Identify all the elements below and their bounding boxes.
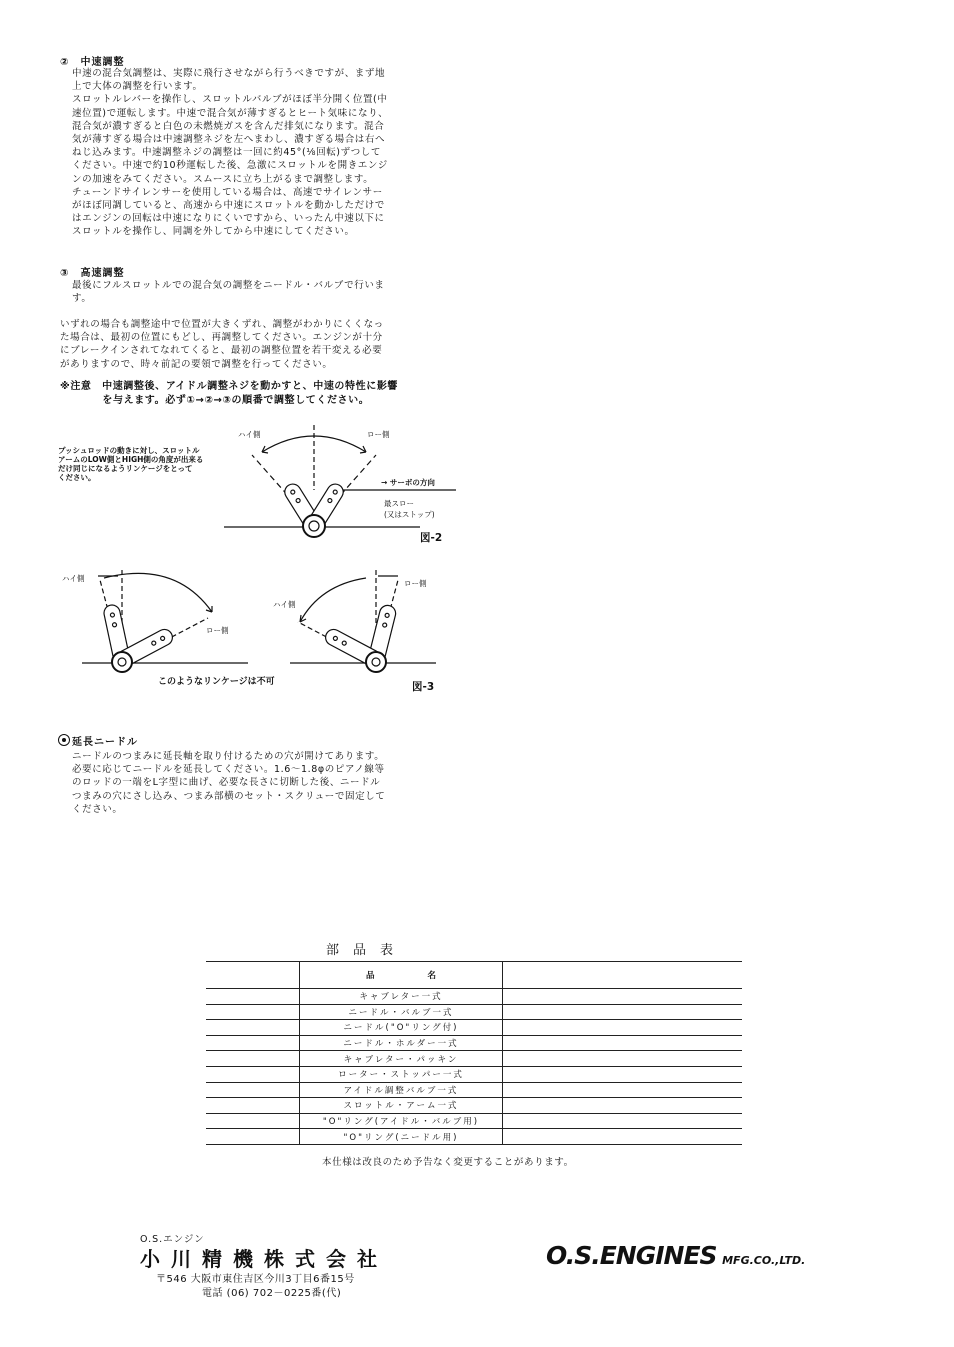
- fig2-caption: 図-2: [420, 532, 443, 544]
- parts-table-row: [206, 1035, 742, 1051]
- general-line: にブレークインされてなれてくると、最初の調整位置を若干変える必要: [60, 345, 383, 357]
- brand-small: O.S.エンジン: [140, 1234, 205, 1245]
- parts-table-row: [206, 1082, 742, 1098]
- fig2-note-line: だけ同じになるようリンケージをとって: [58, 464, 193, 473]
- extension-body: [72, 750, 385, 816]
- section3-line: 最後にフルスロットルでの混合気の調整をニードル・バルブで行いま: [72, 280, 385, 291]
- fig2-note-line: アームのLOW側とHIGH側の角度が出来る: [58, 455, 204, 464]
- general-line: がありますので、時々前記の要領で調整を行ってください。: [60, 358, 333, 370]
- parts-table-row: [206, 1004, 742, 1020]
- section2-line: 気が薄すぎる場合は中速調整ネジを左へまわし、濃すぎる場合は右へ: [72, 134, 386, 146]
- fig3-invalid-note: このようなリンケージは不可: [158, 677, 275, 687]
- part-name: ニードル・バルブ一式: [300, 1004, 503, 1020]
- parts-table-row: [206, 1129, 742, 1145]
- section2-line: チューンドサイレンサーを使用している場合は、高速でサイレンサー: [72, 186, 383, 198]
- fig3-left-drawing: [82, 570, 248, 672]
- fig3-right-high-label: ハイ側: [273, 600, 296, 609]
- fig2-stop-label: (又はストップ): [384, 510, 435, 519]
- part-name: キャブレター一式: [300, 989, 503, 1005]
- fig2-note-line: プッシュロッドの動きに対し、スロットル: [58, 446, 200, 455]
- parts-table-row: [206, 1051, 742, 1067]
- parts-table-row: [206, 989, 742, 1005]
- extension-line: ニードルのつまみに延長軸を取り付けるための穴が開けてあります。: [72, 751, 385, 762]
- company-address: 〒546 大阪市東住吉区今川3丁目6番15号: [156, 1274, 355, 1285]
- fig2-hub: [303, 515, 325, 537]
- caution-line: ※注意 中速調整後、アイドル調整ネジを動かすと、中速の特性に影響: [60, 381, 399, 392]
- parts-table-row: [206, 1098, 742, 1114]
- company-phone: 電話 (06) 702－0225番(代): [202, 1288, 342, 1299]
- part-name: "O"リング(アイドル・バルブ用): [300, 1113, 503, 1129]
- fig3-left-high-label: ハイ側: [62, 574, 85, 583]
- fig3-left-low-label: ロー側: [206, 626, 229, 635]
- part-name: ニードル・ホルダー一式: [300, 1035, 503, 1051]
- section2-line: はエンジンの回転は中速になりにくいですから、いったん中速以下に: [72, 213, 385, 225]
- general-line: いずれの場合も調整途中で位置が大きくずれ、調整がわかりにくくなっ: [60, 319, 384, 330]
- fig2-servo-label: → サーボの方向: [381, 478, 435, 487]
- fig3-caption: 図-3: [412, 681, 435, 693]
- fig2-high-label: ハイ側: [238, 430, 261, 439]
- extension-heading-row: [58, 733, 138, 748]
- parts-table-header-row: [206, 962, 742, 989]
- general-line: た場合は、最初の位置にもどし、再調整してください。エンジンが十分: [60, 332, 383, 344]
- extension-heading: 延長ニードル: [72, 737, 138, 748]
- section2-line: ください。中速で約10秒運転した後、急激にスロットルを開きエンジ: [72, 160, 388, 172]
- section2-line: ねじ込みます。中速調整ネジの調整は一回に約45°(⅛回転)ずつして: [72, 147, 381, 159]
- part-name: アイドル調整バルブ一式: [300, 1082, 503, 1098]
- caution-line: を与えます。必ず①→②→③の順番で調整してください。: [60, 395, 370, 406]
- parts-table-row: [206, 1020, 742, 1036]
- extension-line: ください。: [72, 803, 123, 815]
- parts-table-title: 部品表: [326, 943, 408, 958]
- fig3-right-low-label: ロー側: [404, 579, 427, 588]
- section2-line: スロットルを操作し、同調を外してから中速にしてください。: [72, 226, 355, 238]
- extension-line: のロッドの一端をL字型に曲げ、必要な長さに切断した後、ニードル: [72, 777, 381, 789]
- part-name: ニードル("O"リング付): [300, 1020, 503, 1036]
- section2-heading: ② 中速調整: [60, 57, 125, 68]
- section3-heading: ③ 高速調整: [60, 268, 125, 279]
- section2-line: 速位置)で運転します。中速で混合気が薄すぎるとヒート気味になり、: [72, 107, 389, 119]
- company-name: 小川精機株式会社: [140, 1247, 388, 1271]
- parts-table-header: 品 名: [300, 962, 503, 989]
- section2-line: がほぼ同調していると、高速から中速にスロットルを動かしただけで: [72, 200, 385, 212]
- extension-line: 必要に応じてニードルを延長してください。1.6～1.8φのピアノ線等: [72, 764, 385, 776]
- parts-table-row: [206, 1066, 742, 1082]
- part-name: ローター・ストッパー一式: [300, 1066, 503, 1082]
- os-engines-logo: [546, 1241, 805, 1270]
- part-name: スロットル・アーム一式: [300, 1098, 503, 1114]
- part-name: キャブレター・パッキン: [300, 1051, 503, 1067]
- section3-line: す。: [72, 293, 92, 305]
- logo-main: O.S.ENGINES: [546, 1241, 717, 1270]
- section2-line: 中速の混合気調整は、実際に飛行させながら行うべきですが、まず地: [72, 68, 386, 79]
- section2-line: スロットルレバーを操作し、スロットルバルブがほぼ半分開く位置(中: [72, 94, 388, 106]
- section2-line: 混合気が濃すぎると白色の未燃焼ガスを含んだ排気になります。混合: [72, 120, 385, 132]
- logo-sub: MFG.CO.,LTD.: [722, 1254, 806, 1267]
- part-name: "O"リング(ニードル用): [300, 1129, 503, 1145]
- fig2-slow-label: 最スロー: [384, 499, 414, 508]
- fig2-note-line: ください。: [58, 473, 96, 482]
- extension-line: つまみの穴にさし込み、つまみ部横のセット・スクリューで固定して: [72, 790, 386, 802]
- target-icon: [58, 734, 70, 746]
- section2-line: ンの加速をみてください。スムースに立ち上がるまで調整します。: [72, 173, 374, 185]
- parts-table-row: [206, 1113, 742, 1129]
- parts-table: [206, 961, 742, 1145]
- section2-line: 上で大体の調整を行います。: [72, 81, 203, 93]
- parts-footnote: 本仕様は改良のため予告なく変更することがあります。: [322, 1157, 574, 1168]
- fig2-low-label: ロー側: [367, 430, 390, 439]
